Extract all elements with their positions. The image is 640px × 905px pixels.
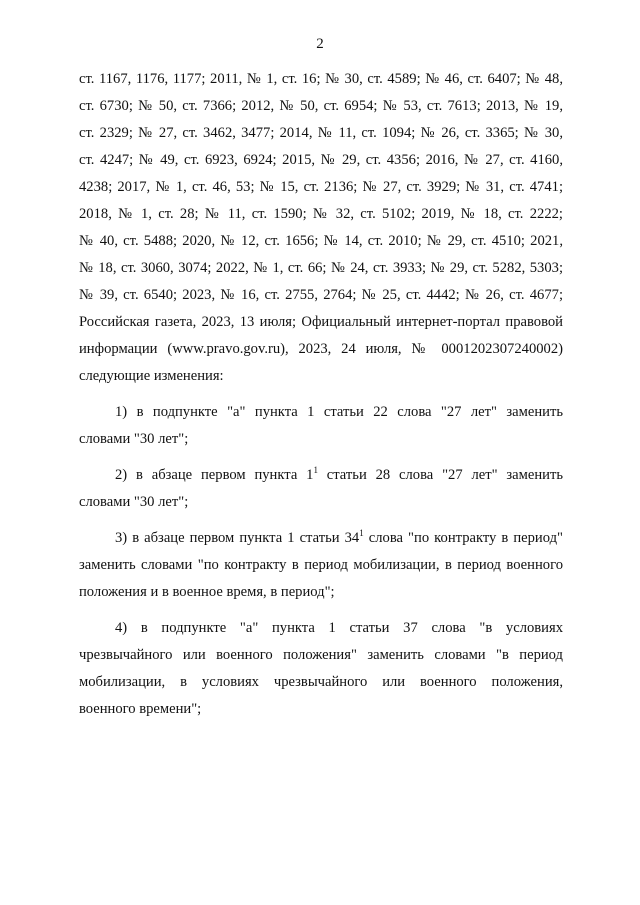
- intro-line: ст. 6730; № 50, ст. 7366; 2012, № 50, ст. 6954; № 53, ст. 7613; 2013, № 19,: [79, 98, 563, 114]
- amendment-line: 1) в подпункте "а" пункта 1 статьи 22 слова "27 лет" заменить: [115, 404, 563, 420]
- amendment-item-1: [79, 399, 563, 453]
- amendment-line: положения и в военное время, в период";: [79, 584, 335, 600]
- intro-line: № 40, ст. 5488; 2020, № 12, ст. 1656; № 14, ст. 2010; № 29, ст. 4510; 2021,: [79, 233, 563, 249]
- intro-paragraph: [79, 66, 563, 390]
- amendment-text: слова "по контракту в период": [363, 530, 563, 546]
- amendment-text: 2) в абзаце первом пункта 1: [115, 467, 314, 483]
- superscript: 1: [313, 465, 318, 475]
- page-number: 2: [316, 36, 324, 52]
- amendment-text: 3) в абзаце первом пункта 1 статьи 34: [115, 530, 360, 546]
- amendment-line: [79, 462, 563, 489]
- amendment-item-2: [79, 462, 563, 516]
- superscript: 1: [359, 528, 364, 538]
- intro-line: 2018, № 1, ст. 28; № 11, ст. 1590; № 32, ст. 5102; 2019, № 18, ст. 2222;: [79, 206, 563, 222]
- intro-line: Российская газета, 2023, 13 июля; Официальный интернет-портал правовой: [79, 314, 563, 330]
- amendment-line: словами "30 лет";: [79, 431, 189, 447]
- intro-line: № 39, ст. 6540; 2023, № 16, ст. 2755, 2764; № 25, ст. 4442; № 26, ст. 4677;: [79, 287, 563, 303]
- amendment-item-3: [79, 525, 563, 606]
- intro-line: ст. 1167, 1176, 1177; 2011, № 1, ст. 16; № 30, ст. 4589; № 46, ст. 6407; № 48,: [79, 71, 563, 87]
- amendment-line: чрезвычайного или военного положения" заменить словами "в период: [79, 647, 563, 663]
- amendment-line: 4) в подпункте "а" пункта 1 статьи 37 слова "в условиях: [115, 620, 563, 636]
- amendment-line: словами "30 лет";: [79, 494, 189, 510]
- intro-line: № 18, ст. 3060, 3074; 2022, № 1, ст. 66; № 24, ст. 3933; № 29, ст. 5282, 5303;: [79, 260, 563, 276]
- amendment-text: статьи 28 слова "27 лет" заменить: [317, 467, 563, 483]
- document-body: [79, 66, 563, 723]
- amendment-item-4: [79, 615, 563, 723]
- intro-line: 4238; 2017, № 1, ст. 46, 53; № 15, ст. 2136; № 27, ст. 3929; № 31, ст. 4741;: [79, 179, 563, 195]
- intro-line: следующие изменения:: [79, 368, 224, 384]
- amendment-line: [79, 525, 563, 552]
- intro-line: ст. 4247; № 49, ст. 6923, 6924; 2015, № 29, ст. 4356; 2016, № 27, ст. 4160,: [79, 152, 563, 168]
- intro-line: информации (www.pravo.gov.ru), 2023, 24 июля, № 0001202307240002): [79, 341, 563, 357]
- intro-line: ст. 2329; № 27, ст. 3462, 3477; 2014, № 11, ст. 1094; № 26, ст. 3365; № 30,: [79, 125, 563, 141]
- amendment-line: заменить словами "по контракту в период мобилизации, в период военного: [79, 557, 563, 573]
- amendment-line: мобилизации, в условиях чрезвычайного или военного положения,: [79, 674, 563, 690]
- amendment-line: военного времени";: [79, 701, 202, 717]
